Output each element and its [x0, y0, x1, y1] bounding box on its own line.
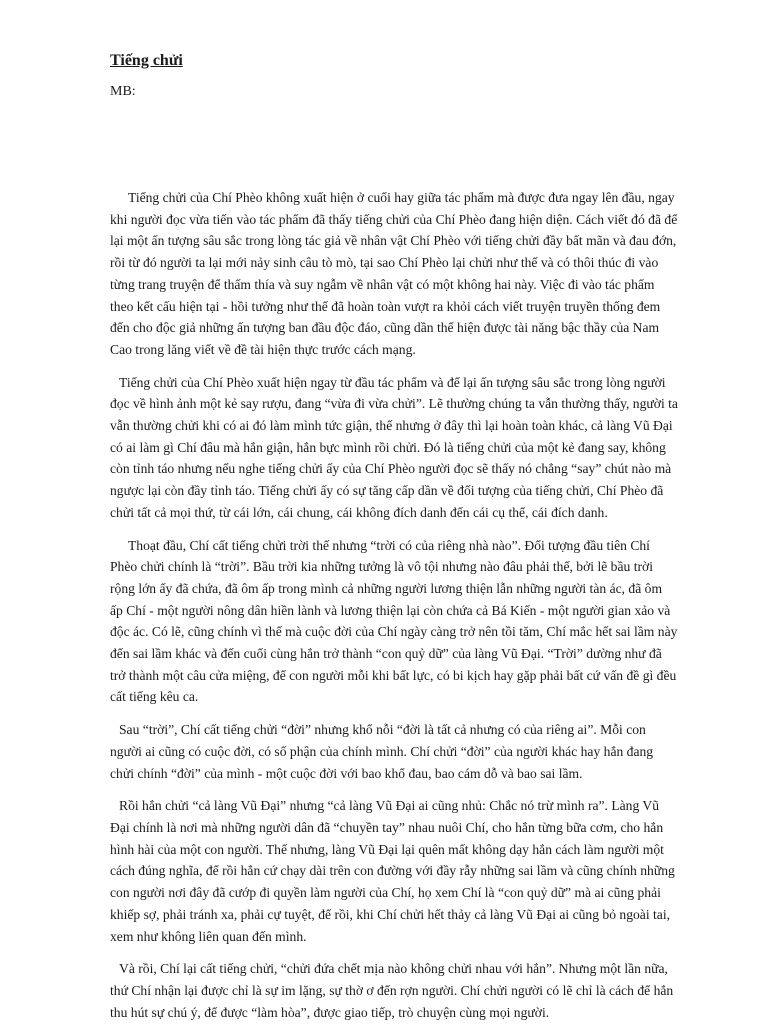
paragraph: Thoạt đầu, Chí cất tiếng chửi trời thế nhưng “trời có của riêng nhà nào”. Đối tượng đầu tiên Chí Phèo chửi chính là “trời”. Bầu trời kia những tưởng là vô tội nhưng nào đâu phải thế, bởi lẽ bầu trời rộng lớn ấy đã chứa, đã ôm ấp trong mình cả những người lương thiện lẫn những người tàn ác, đã ôm ấp Chí - một người nông dân hiền lành và lương thiện lại còn chứa cả Bá Kiến - một người gian xảo và độc ác. Có lẽ, cũng chính vì thế mà cuộc đời của Chí ngày càng trở nên tồi tăm, Chí mắc hết sai lầm này đến sai lầm khác và đến cuối cùng hắn trở thành “con quỷ dữ” của làng Vũ Đại. “Trời” dường như đã trở thành một câu cửa miệng, để con người mỗi khi bất lực, có bi kịch hay gặp phải bất cứ vấn đề gì đều cất tiếng kêu ca.	[110, 537, 678, 705]
document-title: Tiếng chửi	[110, 52, 183, 69]
document-body	[110, 187, 678, 1034]
paragraph: Rồi hắn chửi “cả làng Vũ Đại” nhưng “cả làng Vũ Đại ai cũng nhủ: Chắc nó trừ mình ra”. Làng Vũ Đại chính là nơi mà những người dân đã “chuyền tay” nhau nuôi Chí, cho hắn từng bữa cơm, cho hắn hình hài của một con người. Thế nhưng, làng Vũ Đại lại quên mất không dạy hắn cách làm người một cách đúng nghĩa, để rồi hắn cứ chạy dài trên con đường với đầy rẫy những sai lầm và cũng chính những con người nơi đây đã cướp đi quyền làm người của Chí, họ xem Chí là “con quỷ dữ” mà ai cũng phải khiếp sợ, phải tránh xa, phải cự tuyệt, để rồi, khi Chí chửi hết thảy cả làng Vũ Đại ai cũng bỏ ngoài tai, xem như không liên quan đến mình.	[110, 798, 675, 944]
paragraph: Sau “trời”, Chí cất tiếng chửi “đời” nhưng khổ nỗi “đời là tất cả nhưng có của riêng ai”. Mỗi con người ai cũng có cuộc đời, có số phận của chính mình. Chí chửi “đời” của người khác hay hắn đang chửi chính “đời” của mình - một cuộc đời với bao khổ đau, bao cám dỗ và bao sai lầm.	[110, 722, 654, 781]
paragraph: Tiếng chửi của Chí Phèo xuất hiện ngay từ đầu tác phẩm và để lại ấn tượng sâu sắc trong lòng người đọc về hình ảnh một kẻ say rượu, đang “vừa đi vừa chửi”. Lẽ thường chúng ta vẫn thường thấy, người ta vẫn thường chửi khi có ai đó làm mình tức giận, thế nhưng ở đây thì lại hoàn toàn khác, cả làng Vũ Đại có ai làm gì Chí đâu mà hắn giận, hắn bực mình rồi chửi. Đó là tiếng chửi của một kẻ đang say, không còn tỉnh táo nhưng nếu nghe tiếng chửi ấy của Chí Phèo người đọc sẽ thấy nó chẳng “say” chút nào mà ngược lại còn đầy tỉnh táo. Tiếng chửi ấy có sự tăng cấp dần về đối tượng của tiếng chửi, Chí Phèo đã chửi tất cả mọi thứ, từ cái lớn, cái chung, cái không đích danh đến cái cụ thể, cái đích danh.	[110, 374, 678, 520]
paragraph: Tiếng chửi của Chí Phèo không xuất hiện ở cuối hay giữa tác phẩm mà được đưa ngay lên đầu, ngay khi người đọc vừa tiến vào tác phẩm đã thấy tiếng chửi của Chí Phèo đang hiện diện. Cách viết đó đã để lại một ấn tượng sâu sắc trong lòng tác giả về nhân vật Chí Phèo với tiếng chửi đầy bất mãn và đau đớn, rồi từ đó người ta lại mới nảy sinh câu tò mò, tại sao Chí Phèo lại chửi như thế và có thôi thúc đi vào từng trang truyện để thấm thía và suy ngẫm về nhân vật có một không hai này. Việc đi vào tác phẩm theo kết cấu hiện tại - hồi tưởng như thế đã hoàn toàn vượt ra khỏi cách viết truyện truyền thống đem đến cho độc giả những ấn tượng ban đầu độc đáo, cũng dần thể hiện được tài năng bậc thầy của Nam Cao trong lăng viết về đề tài hiện thực trước cách mạng.	[110, 190, 678, 357]
section-label: MB:	[110, 84, 136, 99]
paragraph: Và rồi, Chí lại cất tiếng chửi, “chửi đứa chết mịa nào không chửi nhau với hắn”. Nhưng một lần nữa, thứ Chí nhận lại được chỉ là sự im lặng, sự thờ ơ đến rợn người. Chí chửi người có lẽ chỉ là cách để hắn thu hút sự chú ý, để được “làm hòa”, được giao tiếp, trò chuyện cùng mọi người.	[110, 961, 674, 1020]
